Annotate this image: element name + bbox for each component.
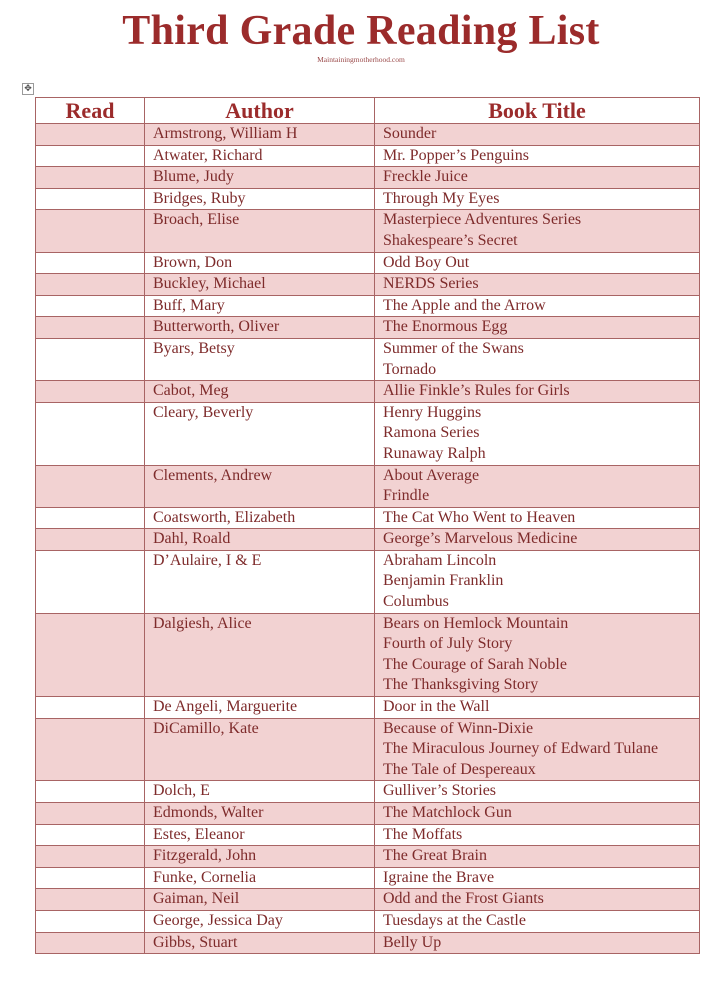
book-title: Sounder: [383, 125, 437, 142]
book-title-cell: [375, 867, 700, 889]
read-checkbox-cell[interactable]: [36, 867, 145, 889]
read-checkbox-cell[interactable]: [36, 889, 145, 911]
table-row: [36, 529, 700, 551]
book-title: Summer of the Swans: [383, 339, 524, 357]
read-checkbox-cell[interactable]: [36, 507, 145, 529]
book-title-cell: [375, 529, 700, 551]
table-row: [36, 274, 700, 296]
book-title: Tornado: [383, 360, 437, 378]
table-row: [36, 803, 700, 825]
read-checkbox-cell[interactable]: [36, 252, 145, 274]
author-cell: Blume, Judy: [145, 167, 375, 189]
read-checkbox-cell[interactable]: [36, 274, 145, 296]
book-title: Odd Boy Out: [383, 253, 470, 271]
table-row: [36, 252, 700, 274]
author-cell: Dahl, Roald: [145, 529, 375, 551]
book-title: Because of Winn-Dixie: [383, 719, 534, 737]
book-title: Fourth of July Story: [383, 635, 513, 653]
read-checkbox-cell[interactable]: [36, 124, 145, 146]
book-title-cell: [375, 910, 700, 932]
author-cell: D’Aulaire, I & E: [145, 550, 375, 613]
author-cell: Estes, Eleanor: [145, 824, 375, 846]
book-title: The Great Brain: [383, 847, 487, 865]
book-title-cell: [375, 465, 700, 507]
read-checkbox-cell[interactable]: [36, 824, 145, 846]
read-checkbox-cell[interactable]: [36, 718, 145, 781]
read-checkbox-cell[interactable]: [36, 550, 145, 613]
reading-list-table: [35, 97, 700, 954]
book-title: The Courage of Sarah Noble: [383, 655, 567, 673]
header-row: [36, 98, 700, 124]
author-cell: Funke, Cornelia: [145, 867, 375, 889]
table-row: [36, 550, 700, 613]
book-title-cell: [375, 613, 700, 696]
book-title-cell: [375, 824, 700, 846]
book-title: Allie Finkle’s Rules for Girls: [383, 382, 570, 400]
book-title-cell: [375, 145, 700, 167]
read-checkbox-cell[interactable]: [36, 613, 145, 696]
table-row: [36, 889, 700, 911]
table-row: [36, 124, 700, 146]
book-title-cell: [375, 803, 700, 825]
book-title: Frindle: [383, 487, 430, 505]
book-title: Columbus: [383, 593, 449, 611]
book-title: The Apple and the Arrow: [383, 296, 546, 314]
book-title: Bears on Hemlock Mountain: [383, 614, 569, 632]
author-cell: Broach, Elise: [145, 210, 375, 252]
book-title-cell: [375, 317, 700, 339]
read-checkbox-cell[interactable]: [36, 697, 145, 719]
table-row: [36, 402, 700, 465]
author-cell: Atwater, Richard: [145, 145, 375, 167]
author-cell: George, Jessica Day: [145, 910, 375, 932]
book-title-cell: [375, 381, 700, 403]
table-row: [36, 846, 700, 868]
book-title-cell: [375, 718, 700, 781]
book-title: Mr. Popper’s Penguins: [383, 146, 529, 164]
book-title-cell: [375, 932, 700, 954]
book-title: The Miraculous Journey of Edward Tulane: [383, 740, 659, 758]
read-checkbox-cell[interactable]: [36, 295, 145, 317]
table-row: [36, 867, 700, 889]
read-checkbox-cell[interactable]: [36, 317, 145, 339]
read-checkbox-cell[interactable]: [36, 932, 145, 954]
read-checkbox-cell[interactable]: [36, 781, 145, 803]
column-header-book-title: Book Title: [375, 98, 700, 124]
table-row: [36, 381, 700, 403]
table-row: [36, 317, 700, 339]
author-cell: Byars, Betsy: [145, 338, 375, 380]
table-row: [36, 824, 700, 846]
table-row: [36, 718, 700, 781]
book-title-cell: [375, 507, 700, 529]
read-checkbox-cell[interactable]: [36, 529, 145, 551]
book-title-cell: [375, 295, 700, 317]
book-title: NERDS Series: [383, 275, 479, 293]
table-row: [36, 697, 700, 719]
table-row: [36, 613, 700, 696]
book-title: Gulliver’s Stories: [383, 782, 497, 800]
book-title-cell: [375, 402, 700, 465]
book-title-cell: [375, 781, 700, 803]
table-row: [36, 338, 700, 380]
author-cell: Cabot, Meg: [145, 381, 375, 403]
book-title: George’s Marvelous Medicine: [383, 530, 578, 548]
book-title-cell: [375, 338, 700, 380]
read-checkbox-cell[interactable]: [36, 167, 145, 189]
book-title: Through My Eyes: [383, 189, 500, 207]
read-checkbox-cell[interactable]: [36, 381, 145, 403]
author-cell: De Angeli, Marguerite: [145, 697, 375, 719]
author-cell: Buff, Mary: [145, 295, 375, 317]
book-title: Henry Huggins: [383, 403, 482, 421]
table-row: [36, 210, 700, 252]
table-row: [36, 188, 700, 210]
table-row: [36, 781, 700, 803]
book-title: Abraham Lincoln: [383, 551, 497, 569]
book-title: Belly Up: [383, 933, 442, 951]
book-title-cell: [375, 697, 700, 719]
author-cell: Buckley, Michael: [145, 274, 375, 296]
book-title-cell: [375, 846, 700, 868]
column-header-read: Read: [36, 98, 145, 124]
book-title: Igraine the Brave: [383, 868, 495, 886]
table-row: [36, 465, 700, 507]
read-checkbox-cell[interactable]: [36, 402, 145, 465]
book-title-cell: [375, 124, 700, 146]
read-checkbox-cell[interactable]: [36, 210, 145, 252]
book-title-cell: [375, 188, 700, 210]
author-cell: Coatsworth, Elizabeth: [145, 507, 375, 529]
read-checkbox-cell[interactable]: [36, 910, 145, 932]
book-title: The Matchlock Gun: [383, 804, 512, 821]
author-cell: DiCamillo, Kate: [145, 718, 375, 781]
book-title: Odd and the Frost Giants: [383, 890, 544, 908]
read-checkbox-cell[interactable]: [36, 188, 145, 210]
table-row: [36, 932, 700, 954]
table-row: [36, 295, 700, 317]
author-cell: Bridges, Ruby: [145, 188, 375, 210]
page-title: Third Grade Reading List: [122, 8, 600, 54]
move-handle-icon[interactable]: ✥: [22, 83, 34, 95]
book-title: The Cat Who Went to Heaven: [383, 508, 576, 526]
table-row: [36, 145, 700, 167]
column-header-author: Author: [145, 98, 375, 124]
book-title: Runaway Ralph: [383, 444, 486, 462]
book-title: Masterpiece Adventures Series: [383, 211, 582, 229]
site-url: Maintainingmotherhood.com: [317, 55, 405, 64]
author-cell: Cleary, Beverly: [145, 402, 375, 465]
table-row: [36, 507, 700, 529]
book-title: Ramona Series: [383, 424, 480, 442]
book-title: Door in the Wall: [383, 698, 490, 716]
book-title-cell: [375, 167, 700, 189]
read-checkbox-cell[interactable]: [36, 338, 145, 380]
book-title-cell: [375, 252, 700, 274]
author-cell: Dolch, E: [145, 781, 375, 803]
book-title: Benjamin Franklin: [383, 572, 504, 590]
book-title: The Tale of Despereaux: [383, 760, 536, 778]
book-title-cell: [375, 274, 700, 296]
author-cell: Fitzgerald, John: [145, 846, 375, 868]
author-cell: Edmonds, Walter: [145, 803, 375, 825]
author-cell: Clements, Andrew: [145, 465, 375, 507]
author-cell: Dalgiesh, Alice: [145, 613, 375, 696]
book-title-cell: [375, 210, 700, 252]
author-cell: Brown, Don: [145, 252, 375, 274]
table-row: [36, 167, 700, 189]
read-checkbox-cell[interactable]: [36, 846, 145, 868]
book-title-cell: [375, 550, 700, 613]
book-title: Tuesdays at the Castle: [383, 911, 526, 929]
book-title: Shakespeare’s Secret: [383, 231, 518, 249]
book-title-cell: [375, 889, 700, 911]
book-title: About Average: [383, 466, 480, 484]
read-checkbox-cell[interactable]: [36, 145, 145, 167]
book-title: The Enormous Egg: [383, 318, 508, 336]
author-cell: Gibbs, Stuart: [145, 932, 375, 954]
author-cell: Gaiman, Neil: [145, 889, 375, 911]
author-cell: Butterworth, Oliver: [145, 317, 375, 339]
read-checkbox-cell[interactable]: [36, 465, 145, 507]
read-checkbox-cell[interactable]: [36, 803, 145, 825]
book-title: The Moffats: [383, 825, 463, 843]
book-title: The Thanksgiving Story: [383, 676, 539, 694]
table-row: [36, 910, 700, 932]
book-title: Freckle Juice: [383, 168, 468, 186]
author-cell: Armstrong, William H: [145, 124, 375, 146]
